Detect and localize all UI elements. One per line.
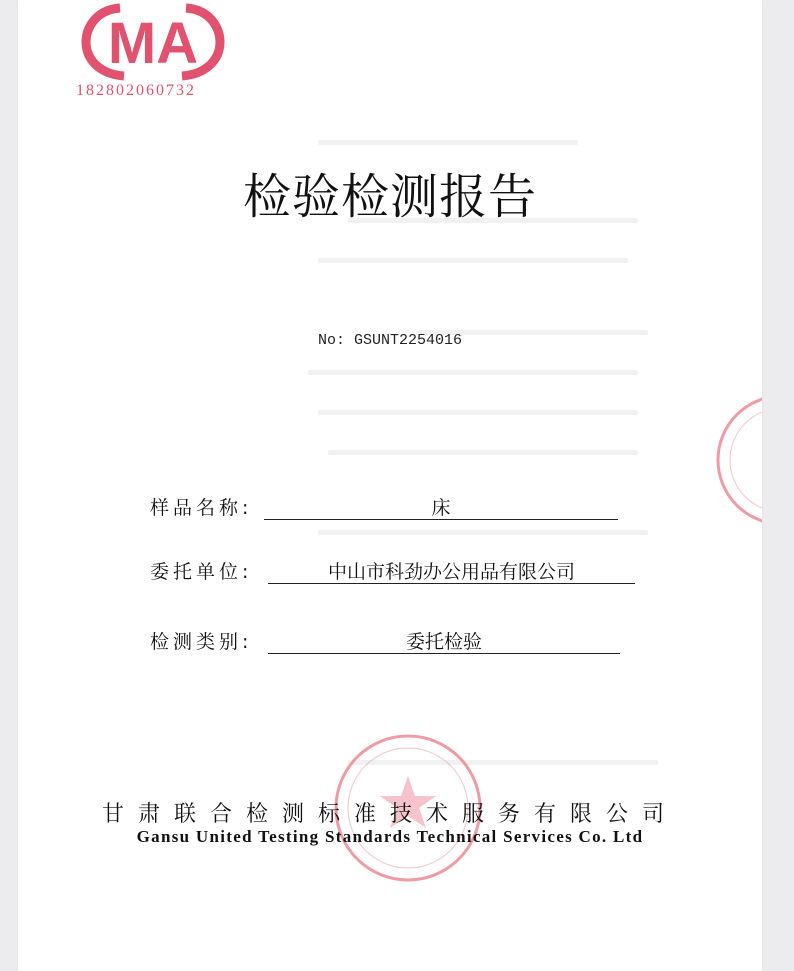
field-sample-name [150,493,620,523]
field-client [150,557,640,587]
cma-logo-stamp [80,0,226,84]
cma-logo-text: MA [107,11,199,76]
field-value: 委托检验 [405,631,482,653]
field-test-type [150,627,630,657]
company-name-chinese: 甘肃联合检测标准技术服务有限公司 [101,802,678,827]
report-title: 检验检测报告 [242,169,537,225]
field-value: 中山市科劲办公用品有限公司 [327,561,575,583]
field-label: 检测类别: [150,631,253,653]
edge-seal [714,392,762,528]
report-page [18,0,762,971]
field-label: 委托单位: [150,561,253,583]
company-name-english: Gansu United Testing Standards Technical Services Co. Ltd [136,827,644,846]
field-value: 床 [431,497,451,519]
report-number: No: GSUNT2254016 [317,332,463,349]
cma-certificate-number: 182802060732 [76,82,196,99]
field-label: 样品名称: [150,497,253,519]
